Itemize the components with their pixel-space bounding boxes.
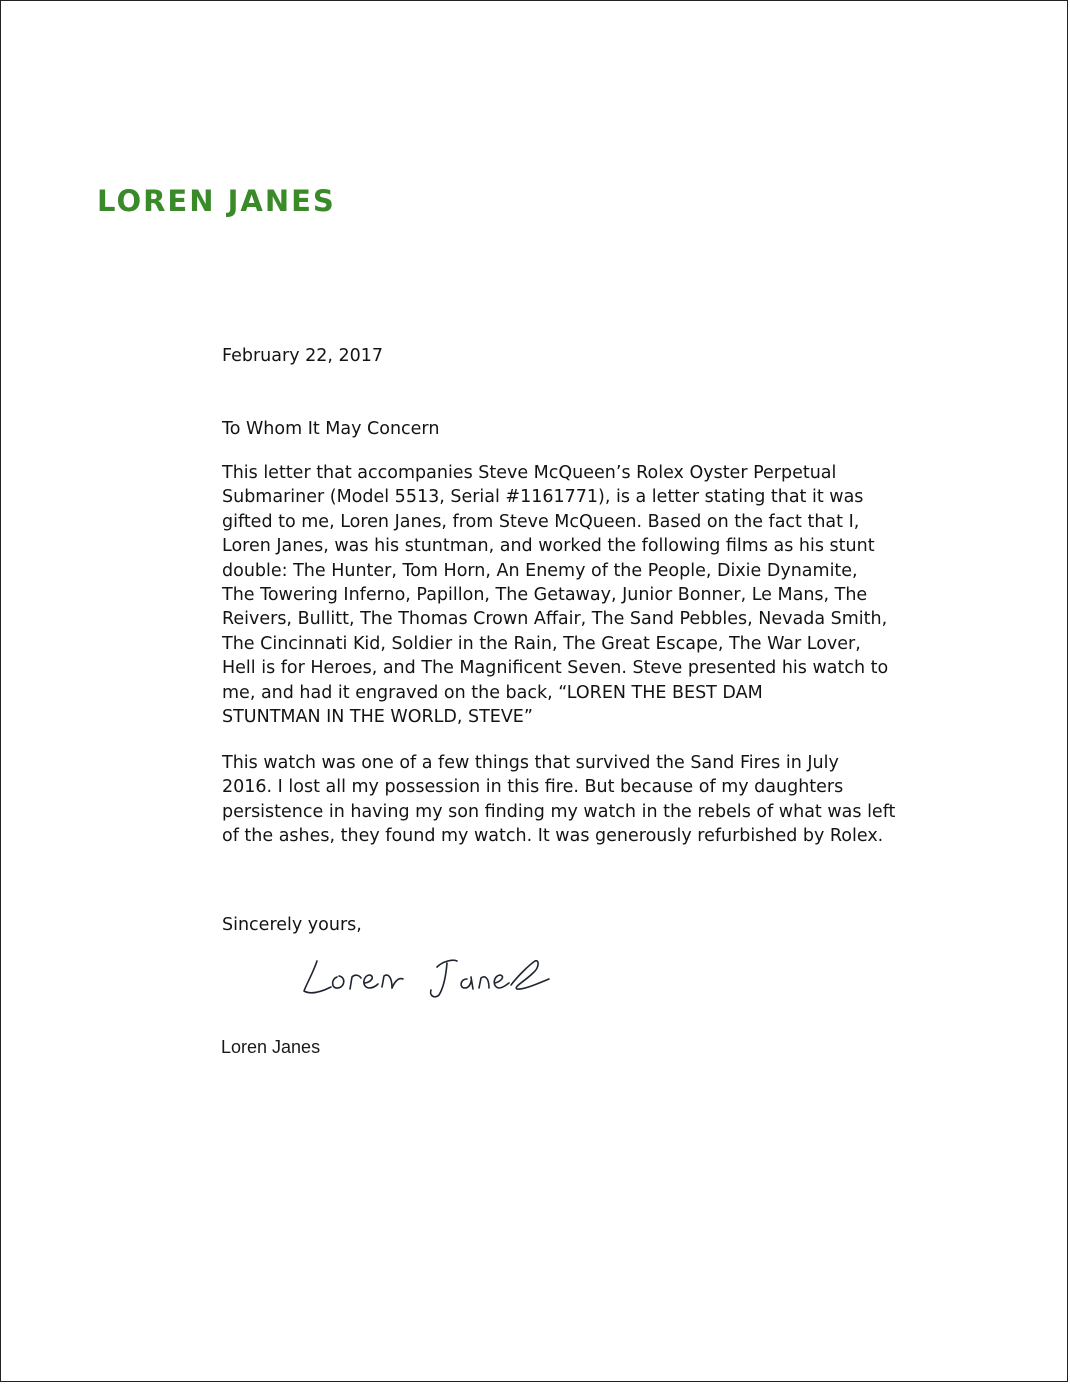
paragraph-1	[222, 461, 892, 729]
handwritten-signature	[297, 943, 557, 1005]
signer-name: Loren Janes	[221, 1037, 321, 1057]
paragraph-2-line: 2016. I lost all my possession in this fire. But because of my daughters	[222, 777, 844, 798]
paragraph-1-line: Hell is for Heroes, and The Magnificent Seven. Steve presented his watch to	[222, 658, 889, 679]
paragraph-1-line: The Cincinnati Kid, Soldier in the Rain, The Great Escape, The War Lover,	[222, 633, 861, 654]
paragraph-2	[222, 751, 896, 849]
paragraph-1-line: Reivers, Bullitt, The Thomas Crown Affair, The Sand Pebbles, Nevada Smith,	[222, 609, 888, 630]
letterhead-name: LOREN JANES	[97, 184, 336, 218]
paragraph-1-line: STUNTMAN IN THE WORLD, STEVE”	[222, 707, 533, 728]
paragraph-1-line: The Towering Inferno, Papillon, The Getaway, Junior Bonner, Le Mans, The	[222, 585, 868, 606]
letter-date: February 22, 2017	[222, 346, 384, 366]
salutation: To Whom It May Concern	[222, 419, 440, 439]
paragraph-1-line: gifted to me, Loren Janes, from Steve McQueen. Based on the fact that I,	[222, 511, 860, 532]
closing: Sincerely yours,	[222, 915, 362, 935]
paragraph-1-line: Loren Janes, was his stuntman, and worked the following films as his stunt	[222, 536, 875, 557]
paragraph-2-line: of the ashes, they found my watch. It was generously refurbished by Rolex.	[222, 826, 884, 847]
paragraph-1-line: This letter that accompanies Steve McQueen’s Rolex Oyster Perpetual	[222, 463, 837, 483]
paragraph-2-line: persistence in having my son finding my watch in the rebels of what was left	[222, 801, 896, 822]
paragraph-1-line: double: The Hunter, Tom Horn, An Enemy of the People, Dixie Dynamite,	[222, 560, 858, 581]
paragraph-1-line: me, and had it engraved on the back, “LOREN THE BEST DAM	[222, 682, 763, 703]
paragraph-1-line: Submariner (Model 5513, Serial #1161771), is a letter stating that it was	[222, 487, 864, 508]
paragraph-2-line: This watch was one of a few things that survived the Sand Fires in July	[222, 753, 839, 773]
